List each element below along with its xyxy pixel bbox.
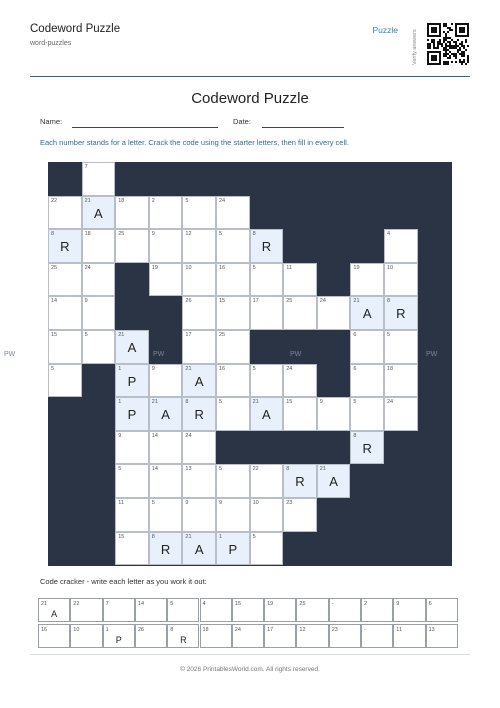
code-number: 25: [299, 601, 306, 607]
page-title: Codeword Puzzle: [191, 90, 309, 107]
cell-number: 4: [387, 231, 391, 238]
code-cracker-cell[interactable]: [296, 624, 328, 648]
code-cracker-cell[interactable]: [38, 598, 70, 622]
grid-cell[interactable]: [182, 464, 216, 498]
code-number: 13: [428, 627, 435, 633]
cell-number: 24: [286, 365, 293, 372]
grid-cell[interactable]: [384, 263, 418, 297]
code-letter: R: [180, 635, 187, 645]
cell-number: 5: [252, 365, 256, 372]
date-field[interactable]: [262, 127, 344, 128]
code-cracker-row: [38, 598, 458, 622]
cell-number: 24: [185, 432, 192, 439]
cell-letter: A: [362, 306, 372, 322]
code-number: 22: [73, 601, 80, 607]
cell-number: 5: [219, 399, 223, 406]
cell-number: 5: [151, 500, 155, 506]
code-number: 6: [428, 601, 432, 607]
code-cracker-cell[interactable]: [361, 624, 393, 648]
grid-cell[interactable]: [115, 330, 149, 364]
grid-cell[interactable]: [250, 229, 284, 263]
grid-cell[interactable]: [283, 263, 317, 297]
cell-number: 19: [353, 264, 360, 271]
grid-cell[interactable]: [250, 397, 284, 431]
app-subtitle: word-puzzles: [30, 40, 72, 47]
code-number: 5: [170, 601, 174, 607]
grid-cell[interactable]: [48, 364, 82, 398]
cell-number: 24: [219, 197, 226, 204]
cell-number: 9: [319, 399, 323, 406]
cell-number: 21: [185, 533, 192, 540]
cell-number: 22: [252, 466, 259, 473]
code-number: -: [364, 627, 366, 633]
code-number: -: [331, 601, 334, 607]
grid-cell[interactable]: [149, 263, 183, 297]
code-number: 10: [73, 627, 80, 633]
cell-letter: A: [94, 205, 103, 221]
code-cracker-cell[interactable]: [103, 598, 135, 622]
code-number: 16: [41, 627, 48, 633]
cell-number: 9: [219, 500, 223, 506]
code-number: 26: [137, 627, 145, 633]
code-cracker-cell[interactable]: [70, 624, 102, 648]
grid-cell[interactable]: [115, 229, 149, 263]
cell-letter: P: [127, 373, 137, 389]
cell-number: 24: [319, 298, 326, 305]
app-title: Codeword Puzzle: [30, 23, 121, 35]
grid-cell[interactable]: [216, 498, 250, 532]
grid-cell[interactable]: [115, 397, 149, 431]
grid-cell[interactable]: [182, 296, 216, 330]
puzzle-link[interactable]: Puzzle: [372, 25, 398, 35]
grid-cell[interactable]: [182, 263, 216, 297]
cell-number: 14: [51, 298, 58, 305]
watermark: PW: [4, 351, 16, 358]
grid-cell[interactable]: [115, 431, 149, 465]
grid-cell[interactable]: [283, 464, 317, 498]
cell-number: 26: [185, 298, 192, 305]
grid-cell[interactable]: [250, 464, 284, 498]
grid-cell[interactable]: [317, 464, 351, 498]
cell-number: 8: [387, 298, 391, 305]
cell-number: 5: [51, 365, 55, 372]
cell-number: 16: [219, 264, 226, 271]
cell-number: 10: [387, 264, 394, 271]
grid-cell[interactable]: [182, 397, 216, 431]
grid-cell[interactable]: [384, 397, 418, 431]
cell-number: 8: [185, 399, 189, 406]
grid-cell[interactable]: [115, 532, 149, 566]
grid-cell[interactable]: [384, 296, 418, 330]
name-field[interactable]: [72, 127, 218, 128]
code-cracker-cell[interactable]: [426, 598, 458, 622]
qr-code-icon[interactable]: [426, 17, 470, 73]
cell-letter: A: [161, 407, 170, 423]
cell-number: 21: [319, 466, 326, 473]
cell-number: 15: [51, 332, 58, 338]
cell-number: 21: [84, 197, 91, 204]
grid-cell[interactable]: [48, 229, 82, 263]
grid-cell[interactable]: [216, 397, 250, 431]
cell-letter: P: [127, 407, 137, 423]
grid-cell[interactable]: [82, 229, 116, 263]
watermark: PW: [290, 351, 302, 358]
grid-cell[interactable]: [384, 330, 418, 364]
grid-cell[interactable]: [48, 330, 82, 364]
grid-cell[interactable]: [216, 296, 250, 330]
cell-number: 9: [151, 365, 155, 372]
cell-number: 5: [252, 264, 256, 271]
header-divider: [30, 76, 470, 77]
cell-number: 21: [353, 298, 360, 305]
cell-number: 25: [286, 298, 293, 305]
code-cracker-label: Code cracker - write each letter as you work it out:: [40, 577, 207, 586]
cell-number: 21: [252, 399, 259, 406]
cell-number: 8: [353, 432, 357, 439]
name-label: Name:: [40, 117, 63, 126]
cell-number: 21: [118, 332, 125, 338]
page-header: [30, 20, 470, 78]
code-cracker-cell[interactable]: [200, 598, 232, 622]
grid-cell[interactable]: [82, 162, 116, 196]
cell-letter: R: [362, 440, 372, 456]
code-cracker-cell[interactable]: [167, 624, 199, 648]
cell-number: 11: [286, 264, 292, 271]
code-number: 7: [105, 601, 109, 607]
code-cracker-cell[interactable]: [38, 624, 70, 648]
cell-letter: R: [396, 306, 406, 322]
cell-letter: R: [194, 407, 204, 423]
cell-number: 9: [185, 500, 189, 506]
grid-cell[interactable]: [384, 229, 418, 263]
grid-cell[interactable]: [48, 263, 82, 297]
code-number: 8: [170, 627, 174, 633]
cell-number: 25: [118, 231, 125, 238]
grid-cell[interactable]: [350, 364, 384, 398]
cell-number: 5: [219, 231, 223, 238]
cell-number: 5: [252, 533, 256, 540]
grid-cell[interactable]: [182, 196, 216, 230]
grid-cell[interactable]: [283, 397, 317, 431]
cell-number: 9: [118, 432, 122, 439]
code-number: 11: [396, 627, 403, 633]
code-cracker-cell[interactable]: [70, 598, 102, 622]
watermark: PW: [153, 351, 165, 358]
code-cracker-cell[interactable]: [329, 624, 361, 648]
code-cracker-cell[interactable]: [103, 624, 135, 648]
code-letter: P: [115, 635, 122, 645]
grid-cell[interactable]: [149, 364, 183, 398]
grid-cell[interactable]: [149, 498, 183, 532]
grid-cell[interactable]: [216, 532, 250, 566]
code-letter: A: [51, 609, 58, 619]
grid-cell[interactable]: [250, 364, 284, 398]
grid-cell[interactable]: [115, 364, 149, 398]
code-cracker-cell[interactable]: [135, 624, 167, 648]
grid-cell[interactable]: [182, 498, 216, 532]
grid-cell[interactable]: [283, 364, 317, 398]
cell-number: 10: [185, 264, 192, 271]
grid-cell[interactable]: [250, 296, 284, 330]
cell-number: 8: [252, 231, 256, 238]
footer-divider: [30, 654, 470, 655]
code-number: 23: [331, 627, 338, 633]
cell-letter: A: [262, 407, 271, 423]
cell-number: 9: [84, 298, 88, 305]
code-cracker-cell[interactable]: [296, 598, 328, 622]
code-number: 12: [299, 627, 306, 633]
cell-number: 5: [84, 332, 88, 338]
grid-cell[interactable]: [115, 498, 149, 532]
grid-cell[interactable]: [149, 464, 183, 498]
code-cracker-cell[interactable]: [393, 624, 425, 648]
grid-cell[interactable]: [82, 330, 116, 364]
code-cracker-cell[interactable]: [264, 598, 296, 622]
grid-cell[interactable]: [149, 431, 183, 465]
cell-number: 1: [118, 399, 122, 406]
grid-cell[interactable]: [149, 229, 183, 263]
grid-cell[interactable]: [250, 532, 284, 566]
code-cracker-cell[interactable]: [232, 624, 264, 648]
code-number: 24: [234, 627, 241, 633]
grid-cell[interactable]: [216, 196, 250, 230]
cell-letter: R: [261, 239, 272, 255]
cell-number: 6: [353, 365, 357, 372]
cell-number: 25: [219, 332, 226, 338]
cell-letter: P: [228, 541, 238, 557]
grid-cell[interactable]: [350, 296, 384, 330]
grid-cell[interactable]: [182, 229, 216, 263]
instructions: Each number stands for a letter. Crack the code using the starter letters, then fill in every cell.: [40, 138, 349, 147]
grid-cell[interactable]: [216, 229, 250, 263]
cell-number: 18: [84, 231, 91, 238]
cell-number: 22: [51, 197, 58, 204]
cell-number: 17: [252, 298, 259, 305]
cell-number: 24: [387, 399, 394, 406]
grid-cell[interactable]: [250, 498, 284, 532]
code-cracker-cell[interactable]: [135, 598, 167, 622]
cell-number: 11: [118, 500, 124, 506]
code-cracker-cell[interactable]: [232, 598, 264, 622]
grid-cell[interactable]: [149, 397, 183, 431]
name-date-fields: [40, 117, 460, 131]
grid-cell[interactable]: [182, 431, 216, 465]
cell-number: 1: [118, 365, 122, 372]
cell-number: 2: [151, 197, 155, 204]
cell-number: 1: [219, 533, 223, 540]
code-cracker-cell[interactable]: [167, 598, 199, 622]
grid-cell[interactable]: [350, 431, 384, 465]
grid-cell[interactable]: [250, 263, 284, 297]
code-number: 1: [105, 627, 109, 633]
code-cracker-cell[interactable]: [393, 598, 425, 622]
grid-cell[interactable]: [82, 263, 116, 297]
cell-letter: R: [295, 474, 305, 490]
grid-cell[interactable]: [149, 532, 183, 566]
codeword-grid: [4, 162, 452, 566]
grid-cell[interactable]: [182, 364, 216, 398]
code-number: 17: [267, 627, 274, 633]
code-cracker-cell[interactable]: [426, 624, 458, 648]
date-label: Date:: [233, 117, 251, 126]
cell-letter: A: [194, 373, 204, 389]
code-cracker-cell[interactable]: [200, 624, 232, 648]
cell-number: 14: [151, 466, 158, 473]
grid-cell[interactable]: [216, 464, 250, 498]
grid-cell[interactable]: [182, 330, 216, 364]
cell-number: 15: [219, 298, 226, 305]
cell-number: 5: [387, 332, 391, 338]
grid-cell[interactable]: [350, 397, 384, 431]
cell-letter: A: [194, 541, 204, 557]
grid-cell[interactable]: [115, 196, 149, 230]
grid-cell[interactable]: [82, 296, 116, 330]
code-cracker-cell[interactable]: [264, 624, 296, 648]
code-number: 18: [202, 627, 209, 633]
grid-cell[interactable]: [182, 532, 216, 566]
code-number: 9: [396, 601, 400, 607]
cell-letter: R: [60, 239, 70, 255]
cell-number: 7: [84, 164, 88, 170]
cell-number: 23: [286, 500, 293, 506]
grid-cell[interactable]: [216, 364, 250, 398]
cell-number: 13: [185, 466, 192, 473]
cell-letter: R: [160, 541, 171, 557]
cell-number: 15: [286, 399, 293, 406]
cell-number: 10: [252, 500, 259, 506]
grid-cell[interactable]: [350, 263, 384, 297]
cell-number: 25: [51, 264, 58, 271]
grid-cell[interactable]: [384, 364, 418, 398]
grid-cell[interactable]: [317, 397, 351, 431]
cell-number: 6: [353, 332, 357, 338]
code-number: 2: [364, 601, 368, 607]
cell-number: 5: [353, 399, 357, 406]
cell-number: 19: [151, 264, 158, 271]
cell-letter: A: [127, 340, 137, 355]
grid-cell[interactable]: [317, 296, 351, 330]
verify-answers-label: Verify answers: [412, 29, 418, 65]
code-number: 14: [137, 601, 145, 607]
cell-number: 5: [185, 197, 189, 204]
cell-number: 21: [151, 399, 158, 406]
grid-cell[interactable]: [48, 196, 82, 230]
grid-cell[interactable]: [216, 330, 250, 364]
grid-cell[interactable]: [216, 263, 250, 297]
grid-cell[interactable]: [149, 196, 183, 230]
grid-cell[interactable]: [82, 196, 116, 230]
watermark: PW: [426, 351, 438, 358]
code-number: 19: [267, 601, 274, 607]
cell-number: 9: [151, 231, 155, 238]
cell-number: 16: [219, 365, 226, 372]
cell-letter: A: [329, 474, 338, 490]
code-cracker-cell[interactable]: [361, 598, 393, 622]
grid-cell[interactable]: [283, 498, 317, 532]
cell-number: 8: [286, 466, 290, 473]
code-number: 4: [202, 601, 206, 607]
grid-cell[interactable]: [48, 296, 82, 330]
cell-number: 12: [185, 231, 192, 238]
cell-number: 21: [185, 365, 192, 372]
cell-number: 8: [151, 533, 155, 540]
grid-cell[interactable]: [350, 330, 384, 364]
cell-number: 24: [84, 264, 91, 271]
code-number: 15: [234, 601, 241, 607]
cell-number: 5: [118, 466, 122, 473]
cell-number: 17: [185, 332, 192, 338]
code-cracker-row: [38, 624, 458, 648]
cell-number: 18: [118, 197, 125, 204]
cell-number: 8: [51, 231, 55, 238]
code-number: 21: [41, 601, 48, 607]
cell-number: 18: [387, 365, 394, 372]
cell-number: 5: [219, 466, 223, 473]
cell-number: 14: [151, 432, 158, 439]
grid-cell[interactable]: [283, 296, 317, 330]
cell-number: 15: [118, 533, 125, 540]
copyright-footer: © 2026 PrintablesWorld.com. All rights reserved.: [180, 666, 320, 673]
code-cracker-cell[interactable]: [329, 598, 361, 622]
grid-cell[interactable]: [115, 464, 149, 498]
